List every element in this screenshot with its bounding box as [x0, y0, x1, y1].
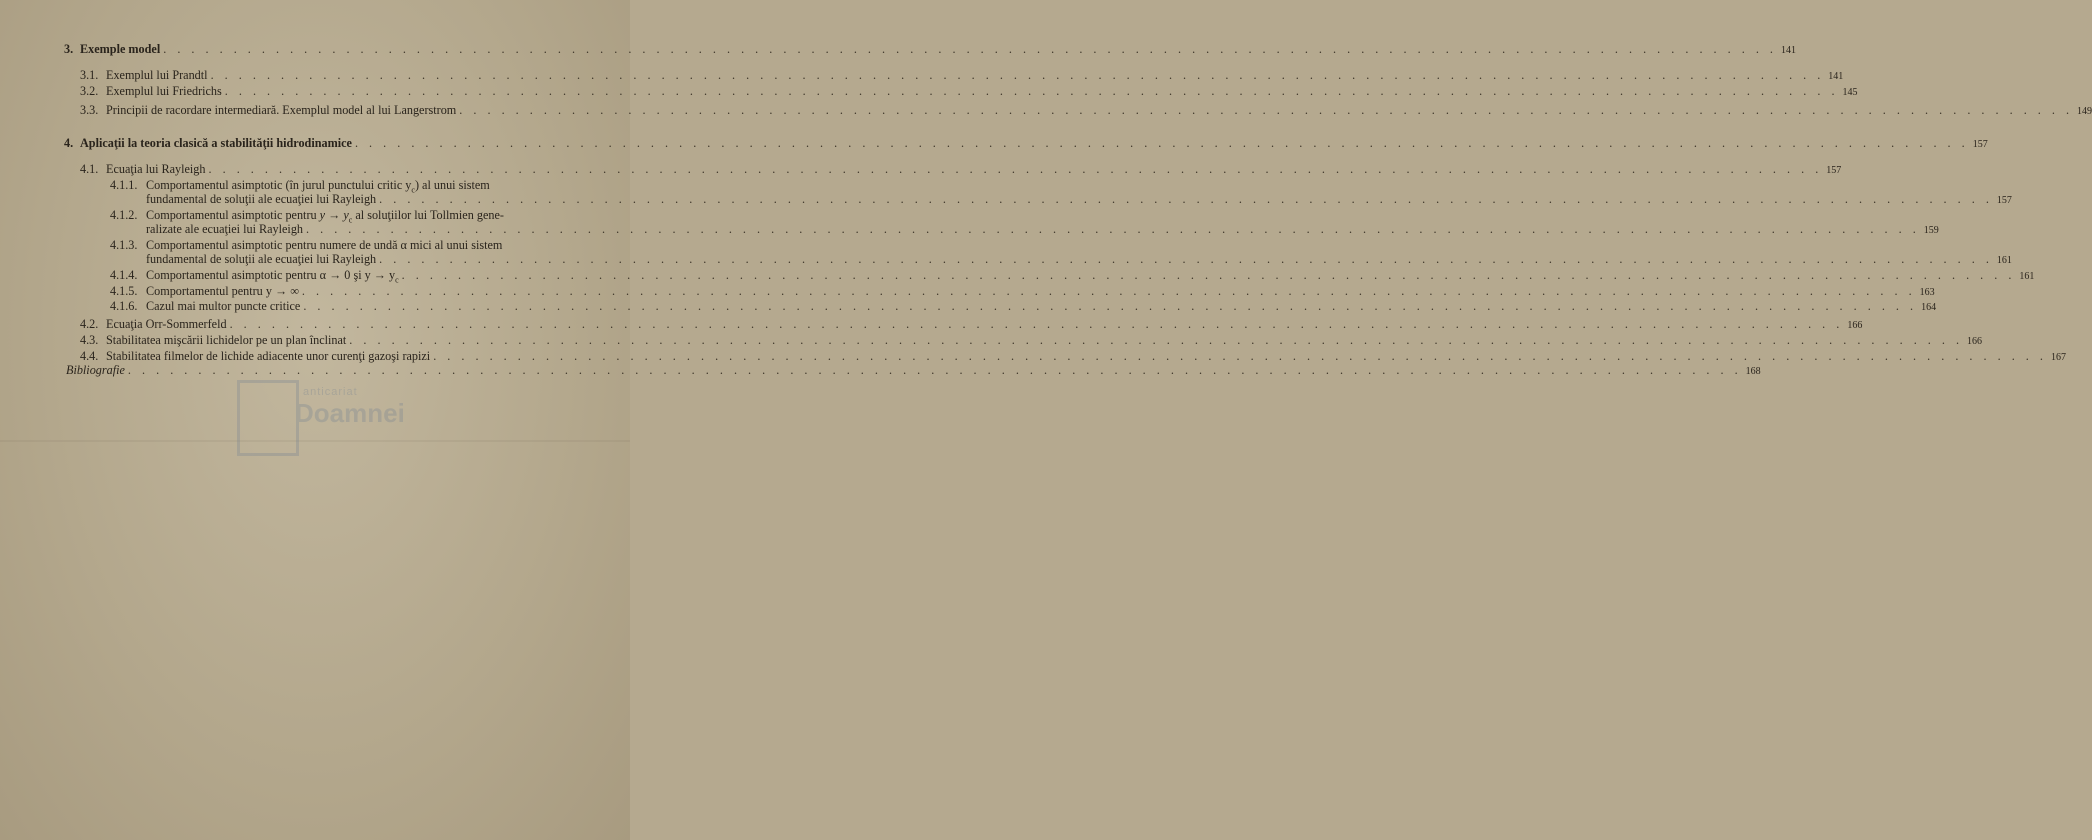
leader-dots [163, 42, 1777, 56]
toc-entry-3-2 [80, 84, 1858, 100]
page-number: 168 [1745, 366, 1761, 377]
entry-title: Exemplul lui Friedrichs [106, 84, 222, 98]
entry-title: Aplicaţii la teoria clasică a stabilităţii hidrodinamice [80, 136, 352, 150]
leader-dots [402, 268, 2016, 282]
leader-dots [209, 162, 1823, 176]
entry-title-part: ralizate ale ecuaţiei lui Rayleigh [146, 222, 304, 236]
leader-dots [459, 103, 2073, 117]
toc-entry-4-3 [80, 333, 1983, 349]
toc-entry-3-3 [80, 103, 2092, 119]
entry-number: 4.4. [80, 349, 99, 363]
watermark-name: Doamnei [295, 398, 405, 428]
subscript: c [395, 275, 399, 285]
page-number: 157 [1826, 165, 1842, 176]
entry-title: Stabilitatea filmelor de lichide adiacente unor curenţi gazoşi rapizi [106, 349, 431, 363]
entry-number: 3.3. [80, 103, 99, 117]
entry-title: Exemple model [80, 42, 161, 56]
entry-title-part: Comportamentul asimptotic pentru [146, 208, 320, 222]
page-number: 166 [1967, 336, 1983, 347]
toc-entry-bibliography [66, 363, 1761, 379]
leader-dots [302, 284, 1916, 298]
entry-title-part: fundamental de soluţii ale ecuaţiei lui Rayleigh [146, 192, 377, 206]
toc-entry-4-1-6 [110, 299, 1937, 315]
page-number: 161 [2019, 271, 2035, 282]
toc-entry-4-1-3-line1 [110, 238, 502, 252]
leader-dots [349, 333, 1963, 347]
entry-title: Cazul mai multor puncte critice [146, 299, 301, 313]
page-number: 141 [1828, 71, 1844, 82]
entry-number: 3.1. [80, 68, 99, 82]
leader-dots [433, 349, 2047, 363]
leader-dots [379, 252, 1993, 266]
page-number: 141 [1780, 45, 1796, 56]
toc-entry-4-1-5 [110, 284, 1935, 300]
page-number: 145 [1842, 87, 1858, 98]
subscript: c [411, 185, 415, 195]
page-number: 164 [1921, 302, 1937, 313]
page-number: 167 [2050, 352, 2066, 363]
leader-dots [379, 192, 1993, 206]
page-number: 157 [1996, 195, 2012, 206]
entry-number: 4. [64, 136, 74, 150]
watermark-logo-icon [237, 380, 299, 456]
entry-title-part: Comportamentul asimptotic pentru numere de undă α mici al unui sistem [146, 238, 503, 252]
entry-number: 4.2. [80, 317, 99, 331]
toc-entry-3-1 [80, 68, 1844, 84]
entry-title: Ecuaţia lui Rayleigh [106, 162, 206, 176]
entry-title-text: Comportamentul asimptotic pentru α → 0 şi y → y [146, 268, 396, 282]
page-number: 149 [2077, 106, 2092, 117]
entry-number: 4.1.6. [110, 299, 138, 313]
entry-title-part: al soluţiilor lui Tollmien gene- [352, 208, 504, 222]
entry-title: Bibliografie [66, 363, 125, 377]
toc-entry-4 [64, 136, 1988, 152]
toc-entry-4-1-3-line2 [146, 252, 2012, 268]
toc-entry-4-2 [80, 317, 1863, 333]
entry-number: 3. [64, 42, 74, 56]
watermark [237, 380, 405, 460]
entry-title: Ecuaţia Orr-Sommerfeld [106, 317, 227, 331]
subscript: c [348, 215, 353, 225]
leader-dots [128, 363, 1742, 377]
page-number: 157 [1972, 139, 1988, 150]
entry-title-part: Comportamentul asimptotic (în jurul punctului critic y [146, 178, 412, 192]
watermark-caption: anticariat [303, 386, 358, 398]
entry-number: 4.3. [80, 333, 99, 347]
math-expression: y → y [319, 208, 349, 222]
entry-title: Comportamentul pentru y → ∞ [146, 284, 299, 298]
toc-entry-4-1 [80, 162, 1842, 178]
page-number: 166 [1847, 320, 1863, 331]
entry-number: 3.2. [80, 84, 99, 98]
entry-number: 4.1.2. [110, 208, 138, 222]
page-number: 159 [1923, 225, 1939, 236]
page-number: 163 [1919, 287, 1935, 298]
leader-dots [211, 68, 1825, 82]
leader-dots [230, 317, 1844, 331]
toc-entry-4-1-1-line2 [146, 192, 2012, 208]
entry-number: 4.1.5. [110, 284, 138, 298]
entry-number: 4.1.1. [110, 178, 138, 192]
entry-title-part: ) al unui sistem [414, 178, 490, 192]
toc-entry-3 [64, 42, 1796, 58]
entry-number: 4.1. [80, 162, 99, 176]
page-number: 161 [1996, 255, 2012, 266]
entry-title: Exemplul lui Prandtl [106, 68, 208, 82]
entry-title: Principii de racordare intermediară. Exemplul model al lui Langerstrom [106, 103, 457, 117]
entry-title: Stabilitatea mişcării lichidelor pe un plan înclinat [106, 333, 347, 347]
entry-number: 4.1.3. [110, 238, 138, 252]
leader-dots [355, 136, 1969, 150]
entry-title-part: fundamental de soluţii ale ecuaţiei lui Rayleigh [146, 252, 377, 266]
leader-dots [225, 84, 1839, 98]
entry-number: 4.1.4. [110, 268, 138, 282]
leader-dots [306, 222, 1920, 236]
toc-entry-4-1-2-line2 [146, 222, 1939, 238]
leader-dots [303, 299, 1917, 313]
